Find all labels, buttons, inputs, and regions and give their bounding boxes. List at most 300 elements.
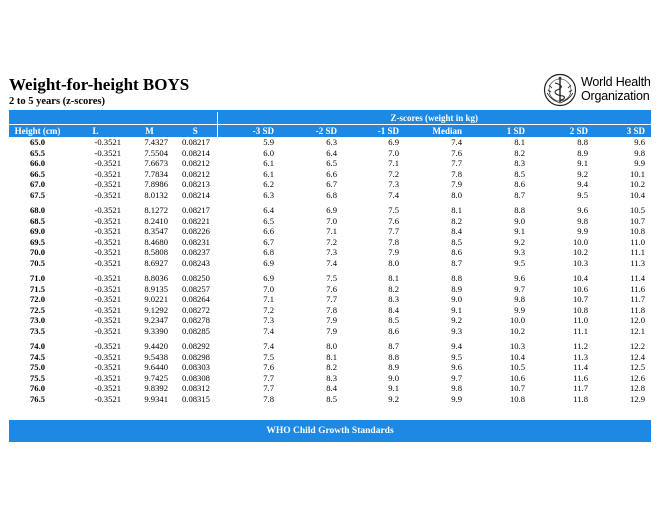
table-cell: 10.7 [630, 215, 646, 226]
table-cell: 7.2 [388, 168, 399, 179]
table-cell: 9.5 [451, 351, 462, 362]
table-cell: 8.8036 [144, 273, 168, 283]
table-cell: 10.0 [509, 315, 525, 325]
table-cell: 9.6 [451, 362, 462, 372]
table-cell: 0.08217 [182, 205, 210, 215]
table-cell: 9.1 [388, 383, 399, 393]
height-cell: 73.5 [29, 325, 46, 336]
table-cell: 7.3 [326, 247, 337, 257]
table-cell: 8.5 [451, 236, 462, 247]
table-cell: 6.8 [263, 247, 274, 257]
table-cell: 7.6673 [144, 158, 168, 168]
table-cell: 8.2 [451, 215, 462, 226]
table-cell: 8.3 [514, 158, 525, 168]
height-cell: 70.5 [29, 257, 46, 268]
table-cell: 8.3 [388, 294, 399, 304]
table-cell: 12.6 [630, 372, 646, 383]
table-cell: 8.0 [388, 257, 399, 268]
table-cell: 10.0 [572, 236, 588, 247]
table-cell: 10.4 [572, 273, 588, 283]
table-cell: 0.08213 [182, 179, 210, 189]
table-cell: 7.7 [263, 383, 274, 393]
table-cell: 6.8 [326, 189, 337, 200]
zscores-band-label: Z-scores (weight in kg) [217, 112, 651, 125]
table-cell: 7.2 [263, 304, 274, 315]
table-cell: 8.1 [388, 273, 399, 283]
table-cell: 9.6 [514, 273, 525, 283]
table-cell: 10.8 [630, 226, 646, 236]
table-cell: 9.8 [514, 294, 525, 304]
table-cell: 9.7 [514, 283, 525, 294]
table-cell: 7.9 [326, 325, 337, 336]
table-cell: 7.6 [388, 215, 399, 226]
table-cell: 10.3 [572, 257, 588, 268]
table-cell: 10.2 [630, 179, 646, 189]
table-cell: 9.0 [451, 294, 462, 304]
table-row [9, 294, 651, 305]
column-header: 1 SD [468, 125, 531, 138]
height-cell: 74.5 [29, 351, 46, 362]
height-cell: 65.5 [29, 147, 46, 158]
table-cell: 9.6 [577, 205, 588, 215]
table-row [9, 258, 651, 269]
table-cell: 8.0132 [144, 189, 168, 200]
table-cell: 8.7 [388, 341, 399, 351]
table-cell: -0.3521 [94, 215, 121, 226]
table-cell: -0.3521 [94, 168, 121, 179]
table-cell: 9.2 [577, 168, 588, 179]
column-header: Height (cm) [9, 125, 66, 138]
table-cell: 9.6 [634, 137, 646, 147]
table-cell: 7.8 [451, 168, 462, 179]
table-cell: 7.8 [263, 393, 274, 404]
table-cell: 0.08214 [182, 189, 210, 200]
table-cell: 8.1 [326, 351, 337, 362]
table-cell: 6.7 [263, 236, 274, 247]
table-cell: 8.5808 [144, 247, 168, 257]
table-cell: 9.8 [451, 383, 462, 393]
table-cell: 9.2 [514, 236, 525, 247]
table-cell: 0.08272 [182, 304, 210, 315]
table-cell: 9.3 [451, 325, 462, 336]
table-row [9, 158, 651, 169]
table-cell: -0.3521 [94, 283, 121, 294]
table-cell: 6.5 [263, 215, 274, 226]
table-cell: 9.1 [514, 226, 525, 236]
table-cell: 0.08237 [182, 247, 210, 257]
table-row [9, 216, 651, 227]
table-cell: 8.9 [451, 283, 462, 294]
table-row [9, 273, 651, 284]
table-cell: 0.08278 [182, 315, 210, 325]
table-cell: 9.8392 [144, 383, 168, 393]
table-cell: 6.7 [326, 179, 337, 189]
table-cell: 7.8 [326, 304, 337, 315]
table-cell: 8.3 [326, 372, 337, 383]
table-cell: 10.7 [572, 294, 588, 304]
table-cell: 7.7 [263, 372, 274, 383]
height-cell: 75.0 [29, 362, 46, 372]
table-cell: 9.7425 [144, 372, 168, 383]
table-cell: 12.2 [630, 341, 646, 351]
table-cell: 11.8 [573, 393, 588, 404]
table-cell: 9.4420 [144, 341, 168, 351]
table-cell: 6.6 [263, 226, 274, 236]
table-cell: 0.08212 [182, 168, 210, 179]
table-cell: 8.1272 [144, 205, 168, 215]
table-row [9, 352, 651, 363]
table-cell: 0.08214 [182, 147, 210, 158]
table-cell: 7.0 [263, 283, 274, 294]
table-cell: 0.08298 [182, 351, 210, 362]
table-cell: 8.6 [514, 179, 525, 189]
table-cell: 0.08264 [182, 294, 210, 304]
table-cell: 11.7 [630, 294, 646, 304]
table-cell: 8.4680 [144, 236, 168, 247]
table-cell: 0.08231 [182, 236, 210, 247]
table-cell: 9.0 [514, 215, 525, 226]
table-row [9, 326, 651, 337]
table-row [9, 205, 651, 216]
table-cell: 10.4 [509, 351, 525, 362]
table-cell: 9.2 [451, 315, 462, 325]
height-cell: 67.5 [29, 189, 46, 200]
zscore-table-container [9, 112, 651, 404]
table-cell: 0.08217 [182, 137, 210, 147]
table-cell: 7.4 [263, 325, 274, 336]
table-cell: 0.08226 [182, 226, 210, 236]
table-row [9, 179, 651, 190]
who-emblem-icon [543, 73, 577, 107]
table-cell: 12.8 [630, 383, 646, 393]
table-cell: 10.7 [509, 383, 525, 393]
table-cell: 8.2 [514, 147, 525, 158]
table-cell: 11.7 [573, 383, 588, 393]
table-cell: -0.3521 [94, 304, 121, 315]
table-cell: 8.0 [451, 189, 462, 200]
table-cell: 7.1 [326, 226, 337, 236]
table-cell: 7.4 [451, 137, 462, 147]
table-cell: 6.1 [263, 168, 274, 179]
table-cell: 8.9135 [144, 283, 168, 294]
table-cell: 9.3 [514, 247, 525, 257]
table-cell: 9.3390 [144, 325, 168, 336]
table-cell: 9.5 [577, 189, 588, 200]
table-cell: -0.3521 [94, 226, 121, 236]
table-cell: 8.3547 [144, 226, 168, 236]
table-cell: 10.2 [509, 325, 525, 336]
table-cell: 0.08315 [182, 393, 210, 404]
table-cell: 0.08243 [182, 257, 210, 268]
table-cell: 8.7 [514, 189, 525, 200]
height-cell: 68.0 [29, 205, 46, 215]
column-header: -3 SD [217, 125, 280, 138]
zscore-table [9, 112, 651, 404]
table-cell: -0.3521 [94, 257, 121, 268]
height-cell: 72.5 [29, 304, 46, 315]
table-cell: 11.0 [573, 315, 588, 325]
height-cell: 66.0 [29, 158, 46, 168]
table-cell: 10.3 [509, 341, 525, 351]
table-cell: 8.5 [388, 315, 399, 325]
table-cell: -0.3521 [94, 147, 121, 158]
table-cell: 11.4 [573, 362, 588, 372]
table-cell: 11.1 [573, 325, 588, 336]
table-cell: 6.5 [326, 158, 337, 168]
table-cell: -0.3521 [94, 393, 121, 404]
height-cell: 74.0 [29, 341, 46, 351]
table-cell: 11.1 [630, 247, 646, 257]
table-cell: 8.9 [388, 362, 399, 372]
table-cell: 9.9 [577, 226, 588, 236]
table-cell: 10.8 [572, 304, 588, 315]
table-cell: 6.4 [263, 205, 274, 215]
table-cell: 12.0 [630, 315, 646, 325]
table-cell: 12.1 [630, 325, 646, 336]
table-cell: 9.8 [577, 215, 588, 226]
table-cell: 0.08221 [182, 215, 210, 226]
table-cell: 10.4 [630, 189, 646, 200]
table-row [9, 305, 651, 316]
page-subtitle: 2 to 5 years (z-scores) [9, 96, 106, 107]
table-cell: 10.8 [509, 393, 525, 404]
table-cell: 10.1 [630, 168, 646, 179]
table-cell: 8.0 [326, 341, 337, 351]
table-cell: -0.3521 [94, 137, 121, 147]
table-cell: 0.08285 [182, 325, 210, 336]
height-cell: 68.5 [29, 215, 46, 226]
table-cell: 7.6 [263, 362, 274, 372]
table-cell: 8.4 [326, 383, 337, 393]
table-cell: 6.3 [326, 137, 337, 147]
table-row [9, 237, 651, 248]
table-cell: 7.4 [388, 189, 399, 200]
table-cell: 7.6 [451, 147, 462, 158]
table-cell: -0.3521 [94, 179, 121, 189]
table-cell: 11.2 [573, 341, 588, 351]
table-cell: 8.6 [451, 247, 462, 257]
table-cell: 7.0 [326, 215, 337, 226]
table-cell: 6.1 [263, 158, 274, 168]
table-cell: -0.3521 [94, 341, 121, 351]
table-cell: 9.1 [451, 304, 462, 315]
table-cell: 8.4 [388, 304, 399, 315]
table-cell: 9.6440 [144, 362, 168, 372]
table-cell: 11.0 [630, 236, 646, 247]
table-band-row [9, 112, 651, 125]
table-cell: 7.6 [326, 283, 337, 294]
column-header: S [174, 125, 217, 138]
table-cell: 9.5 [514, 257, 525, 268]
table-cell: 9.9 [514, 304, 525, 315]
table-cell: 8.8 [514, 205, 525, 215]
column-header: 2 SD [531, 125, 594, 138]
table-cell: 12.4 [630, 351, 646, 362]
table-cell: 8.5 [326, 393, 337, 404]
table-row [9, 383, 651, 394]
table-cell: 6.9 [263, 257, 274, 268]
table-cell: -0.3521 [94, 362, 121, 372]
table-cell: -0.3521 [94, 158, 121, 168]
table-row [9, 169, 651, 180]
table-cell: 8.1 [451, 205, 462, 215]
table-cell: 6.9 [388, 137, 399, 147]
table-cell: 7.5 [388, 205, 399, 215]
table-cell: -0.3521 [94, 351, 121, 362]
table-cell: 7.9 [388, 247, 399, 257]
table-cell: 7.9 [326, 315, 337, 325]
height-cell: 71.0 [29, 273, 46, 283]
table-cell: 9.4 [451, 341, 462, 351]
table-cell: 6.2 [263, 179, 274, 189]
table-cell: 5.9 [263, 137, 274, 147]
table-cell: 6.0 [263, 147, 274, 158]
table-cell: -0.3521 [94, 315, 121, 325]
table-cell: 6.9 [263, 273, 274, 283]
who-logo [543, 72, 655, 108]
table-cell: 9.9 [451, 393, 462, 404]
table-cell: -0.3521 [94, 273, 121, 283]
table-cell: 11.6 [630, 283, 646, 294]
table-cell: 8.9 [577, 147, 588, 158]
table-row [9, 394, 651, 405]
height-cell: 72.0 [29, 294, 46, 304]
table-row [9, 341, 651, 352]
height-cell: 65.0 [29, 137, 46, 147]
table-cell: 8.4 [451, 226, 462, 236]
table-row [9, 315, 651, 326]
band-blank-cell [9, 112, 217, 125]
table-row [9, 362, 651, 373]
table-cell: -0.3521 [94, 189, 121, 200]
table-cell: 8.2 [388, 283, 399, 294]
table-cell: 0.08312 [182, 383, 210, 393]
table-row [9, 373, 651, 384]
footer-band: WHO Child Growth Standards [9, 420, 651, 442]
height-cell: 73.0 [29, 315, 46, 325]
height-cell: 66.5 [29, 168, 46, 179]
table-cell: -0.3521 [94, 205, 121, 215]
table-cell: 6.3 [263, 189, 274, 200]
column-header: Median [405, 125, 468, 138]
table-cell: 8.8 [451, 273, 462, 283]
table-body [9, 137, 651, 404]
table-cell: 8.8 [577, 137, 588, 147]
table-cell: 9.2347 [144, 315, 168, 325]
table-cell: 11.6 [573, 372, 588, 383]
table-cell: 12.5 [630, 362, 646, 372]
table-cell: 7.0 [388, 147, 399, 158]
table-cell: -0.3521 [94, 294, 121, 304]
table-cell: 0.08292 [182, 341, 210, 351]
table-cell: 8.2410 [144, 215, 168, 226]
table-cell: 10.6 [572, 283, 588, 294]
table-cell: 7.7 [326, 294, 337, 304]
table-cell: 10.2 [572, 247, 588, 257]
column-header: -2 SD [280, 125, 343, 138]
table-cell: 6.4 [326, 147, 337, 158]
table-cell: 8.5 [514, 168, 525, 179]
page-title: Weight-for-height BOYS [9, 75, 190, 94]
table-cell: -0.3521 [94, 372, 121, 383]
table-cell: 6.9 [326, 205, 337, 215]
height-cell: 76.0 [29, 383, 46, 393]
table-cell: 9.7 [451, 372, 462, 383]
table-cell: 7.8986 [144, 179, 168, 189]
height-cell: 76.5 [29, 393, 46, 404]
table-cell: 7.2 [326, 236, 337, 247]
table-cell: 7.3 [263, 315, 274, 325]
column-header: M [125, 125, 174, 138]
table-cell: 7.8 [388, 236, 399, 247]
table-cell: 9.5438 [144, 351, 168, 362]
table-cell: 8.2 [326, 362, 337, 372]
table-cell: 0.08212 [182, 158, 210, 168]
table-cell: 8.1 [514, 137, 525, 147]
table-cell: 7.4 [326, 257, 337, 268]
height-cell: 67.0 [29, 179, 46, 189]
table-cell: 7.5 [263, 351, 274, 362]
column-header: L [66, 125, 125, 138]
table-cell: 7.5504 [144, 147, 168, 158]
table-cell: 7.3 [388, 179, 399, 189]
table-cell: 0.08257 [182, 283, 210, 294]
table-cell: 7.7 [388, 226, 399, 236]
column-header-row [9, 125, 651, 138]
table-cell: 9.2 [388, 393, 399, 404]
height-cell: 69.5 [29, 236, 46, 247]
column-header: 3 SD [594, 125, 651, 138]
table-row [9, 226, 651, 237]
table-cell: 8.6 [388, 325, 399, 336]
table-row [9, 137, 651, 148]
table-cell: 0.08308 [182, 372, 210, 383]
height-cell: 69.0 [29, 226, 46, 236]
table-cell: 11.8 [630, 304, 646, 315]
table-cell: 11.3 [630, 257, 646, 268]
table-cell: 7.7 [451, 158, 462, 168]
table-cell: 7.4327 [144, 137, 168, 147]
table-row [9, 148, 651, 159]
table-cell: 8.8 [388, 351, 399, 362]
table-cell: 9.1 [577, 158, 588, 168]
table-cell: 9.9 [634, 158, 646, 168]
table-row [9, 284, 651, 295]
table-cell: 8.7 [451, 257, 462, 268]
table-cell: 10.5 [630, 205, 646, 215]
table-cell: 9.0 [388, 372, 399, 383]
table-cell: 6.6 [326, 168, 337, 179]
table-cell: 10.6 [509, 372, 525, 383]
table-cell: 10.5 [509, 362, 525, 372]
organization-name: World Health Organization [581, 75, 651, 103]
table-cell: 7.7834 [144, 168, 168, 179]
table-cell: 7.1 [388, 158, 399, 168]
table-cell: 11.4 [630, 273, 646, 283]
table-cell: -0.3521 [94, 247, 121, 257]
table-cell: 0.08303 [182, 362, 210, 372]
table-cell: 7.9 [451, 179, 462, 189]
table-cell: 9.0221 [144, 294, 168, 304]
table-cell: -0.3521 [94, 325, 121, 336]
table-cell: 11.3 [573, 351, 588, 362]
table-cell: 9.4 [577, 179, 588, 189]
height-cell: 75.5 [29, 372, 46, 383]
table-cell: 7.5 [326, 273, 337, 283]
table-row [9, 190, 651, 201]
height-cell: 70.0 [29, 247, 46, 257]
table-cell: -0.3521 [94, 383, 121, 393]
